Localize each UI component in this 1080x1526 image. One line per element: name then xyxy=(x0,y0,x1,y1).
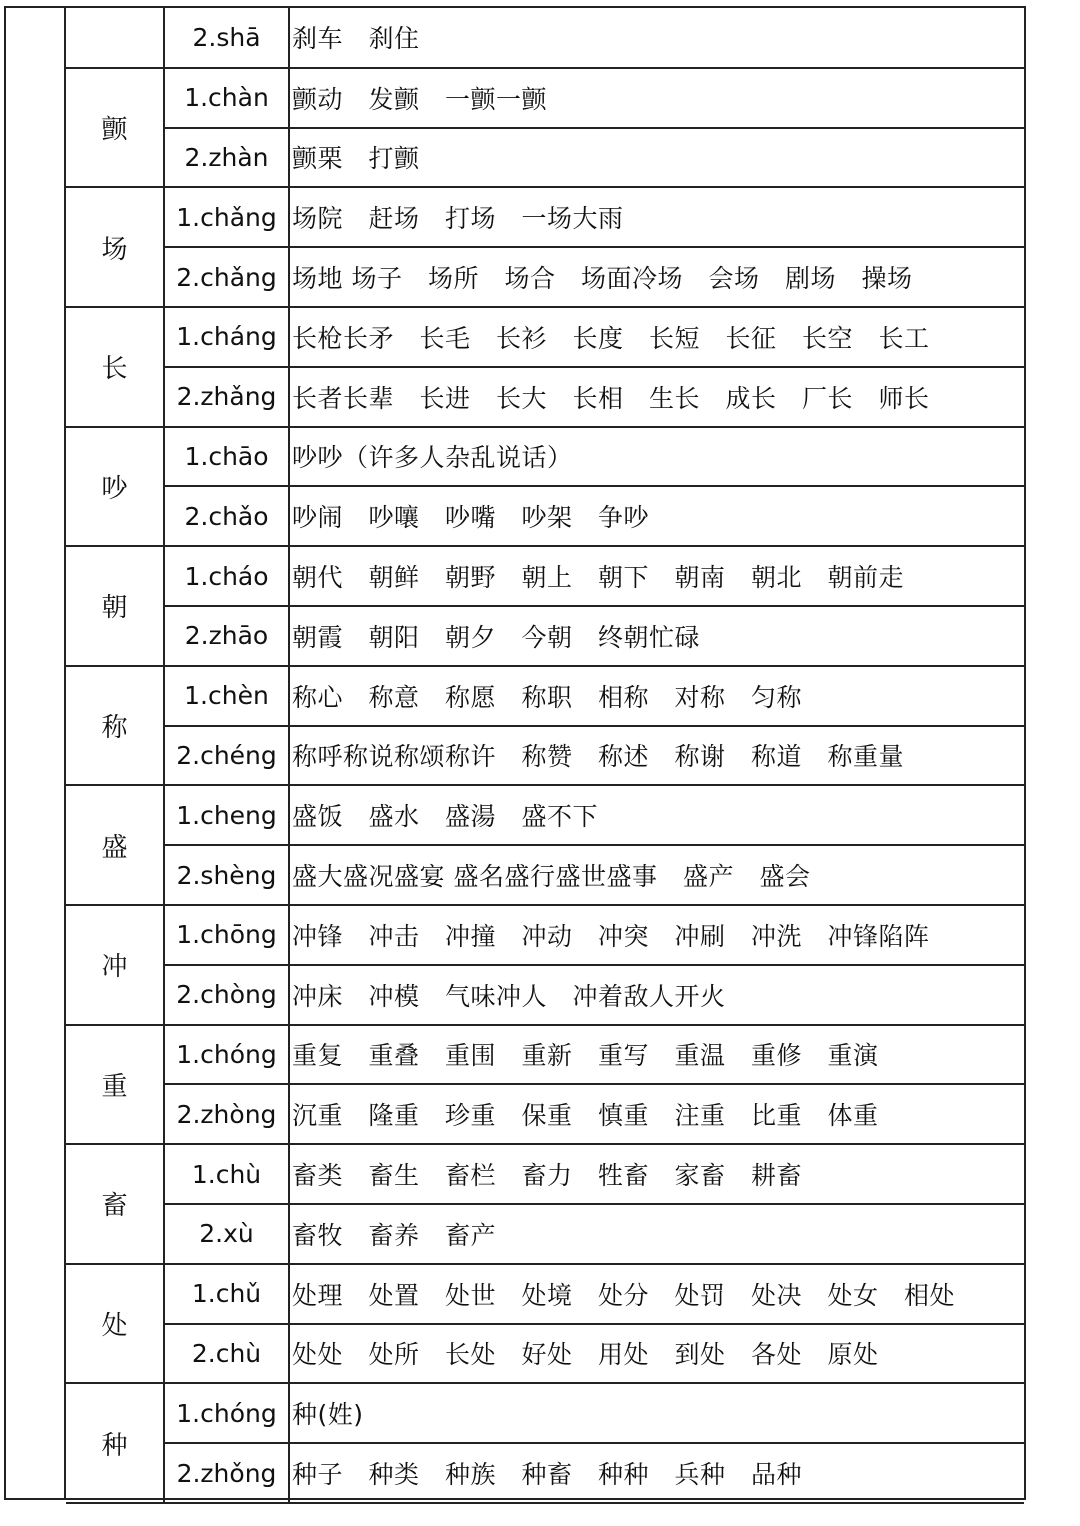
pinyin-cell: 1.cháo xyxy=(164,546,289,606)
example-words-cell: 处处 处所 长处 好处 用处 到处 各处 原处 xyxy=(289,1324,1024,1384)
example-words-cell: 盛饭 盛水 盛湯 盛不下 xyxy=(289,785,1024,845)
character-cell: 畜 xyxy=(66,1144,164,1264)
example-words-cell: 场地 场子 场所 场合 场面冷场 会场 剧场 操场 xyxy=(289,247,1024,307)
pinyin-cell: 1.chōng xyxy=(164,905,289,965)
pinyin-cell: 1.chāo xyxy=(164,427,289,487)
pinyin-cell: 2.zhòng xyxy=(164,1084,289,1144)
table-row xyxy=(66,1204,1024,1264)
pinyin-cell: 2.chǎo xyxy=(164,486,289,546)
table-row xyxy=(66,307,1024,367)
table-row xyxy=(66,427,1024,487)
example-words-cell: 朝代 朝鲜 朝野 朝上 朝下 朝南 朝北 朝前走 xyxy=(289,546,1024,606)
example-words-cell: 吵吵（许多人杂乱说话） xyxy=(289,427,1024,487)
character-cell: 处 xyxy=(66,1264,164,1384)
example-words-cell: 畜类 畜生 畜栏 畜力 牲畜 家畜 耕畜 xyxy=(289,1144,1024,1204)
table-row xyxy=(66,1264,1024,1324)
table-wrapper xyxy=(66,8,1024,1498)
table-row xyxy=(66,785,1024,845)
table-row xyxy=(66,247,1024,307)
table-row xyxy=(66,1324,1024,1384)
table-row xyxy=(66,965,1024,1025)
table-row xyxy=(66,128,1024,188)
table-row xyxy=(66,1383,1024,1443)
pinyin-cell: 1.cháng xyxy=(164,307,289,367)
table-row xyxy=(66,1025,1024,1085)
character-cell: 冲 xyxy=(66,905,164,1025)
table-row xyxy=(66,1144,1024,1204)
example-words-cell: 称呼称说称颂称许 称赞 称述 称谢 称道 称重量 xyxy=(289,726,1024,786)
example-words-cell: 颤动 发颤 一颤一颤 xyxy=(289,68,1024,128)
character-cell xyxy=(66,8,164,68)
example-words-cell: 种子 种类 种族 种畜 种种 兵种 品种 xyxy=(289,1443,1024,1503)
table-row xyxy=(66,666,1024,726)
character-cell: 重 xyxy=(66,1025,164,1145)
character-cell: 朝 xyxy=(66,546,164,666)
pinyin-cell: 2.zhǒng xyxy=(164,1443,289,1503)
pinyin-cell: 2.chòng xyxy=(164,965,289,1025)
pinyin-cell: 1.chǔ xyxy=(164,1264,289,1324)
example-words-cell: 颤栗 打颤 xyxy=(289,128,1024,188)
pinyin-cell: 2.chù xyxy=(164,1324,289,1384)
pinyin-cell: 2.shā xyxy=(164,8,289,68)
pinyin-cell: 1.chǎng xyxy=(164,187,289,247)
character-cell: 场 xyxy=(66,187,164,307)
table-row xyxy=(66,1084,1024,1144)
table-row xyxy=(66,68,1024,128)
table-row xyxy=(66,905,1024,965)
pinyin-cell: 2.chéng xyxy=(164,726,289,786)
example-words-cell: 朝霞 朝阳 朝夕 今朝 终朝忙碌 xyxy=(289,606,1024,666)
table-row xyxy=(66,606,1024,666)
example-words-cell: 冲床 冲模 气味冲人 冲着敌人开火 xyxy=(289,965,1024,1025)
example-words-cell: 处理 处置 处世 处境 处分 处罚 处决 处女 相处 xyxy=(289,1264,1024,1324)
character-cell: 长 xyxy=(66,307,164,427)
character-cell: 称 xyxy=(66,666,164,786)
table-row xyxy=(66,726,1024,786)
example-words-cell: 吵闹 吵嚷 吵嘴 吵架 争吵 xyxy=(289,486,1024,546)
pinyin-cell: 2.zhàn xyxy=(164,128,289,188)
example-words-cell: 种(姓) xyxy=(289,1383,1024,1443)
pinyin-cell: 1.chàn xyxy=(164,68,289,128)
polyphone-table-sheet xyxy=(4,6,1026,1500)
example-words-cell: 称心 称意 称愿 称职 相称 对称 匀称 xyxy=(289,666,1024,726)
pinyin-cell: 1.cheng xyxy=(164,785,289,845)
pinyin-cell: 1.chóng xyxy=(164,1383,289,1443)
example-words-cell: 重复 重叠 重围 重新 重写 重温 重修 重演 xyxy=(289,1025,1024,1085)
pinyin-cell: 1.chèn xyxy=(164,666,289,726)
table-row xyxy=(66,367,1024,427)
character-cell: 盛 xyxy=(66,785,164,905)
example-words-cell: 场院 赶场 打场 一场大雨 xyxy=(289,187,1024,247)
pinyin-cell: 2.shèng xyxy=(164,845,289,905)
pinyin-cell: 1.chù xyxy=(164,1144,289,1204)
pinyin-cell: 2.xù xyxy=(164,1204,289,1264)
table-row xyxy=(66,486,1024,546)
character-cell: 颤 xyxy=(66,68,164,188)
table-row xyxy=(66,845,1024,905)
example-words-cell: 畜牧 畜养 畜产 xyxy=(289,1204,1024,1264)
table-row xyxy=(66,187,1024,247)
example-words-cell: 盛大盛况盛宴 盛名盛行盛世盛事 盛产 盛会 xyxy=(289,845,1024,905)
table-row xyxy=(66,546,1024,606)
table-row xyxy=(66,1443,1024,1503)
pinyin-cell: 2.chǎng xyxy=(164,247,289,307)
table-row xyxy=(66,8,1024,68)
example-words-cell: 沉重 隆重 珍重 保重 慎重 注重 比重 体重 xyxy=(289,1084,1024,1144)
example-words-cell: 长者长辈 长进 长大 长相 生长 成长 厂长 师长 xyxy=(289,367,1024,427)
example-words-cell: 冲锋 冲击 冲撞 冲动 冲突 冲刷 冲洗 冲锋陷阵 xyxy=(289,905,1024,965)
pinyin-cell: 1.chóng xyxy=(164,1025,289,1085)
pinyin-cell: 2.zhǎng xyxy=(164,367,289,427)
polyphone-table xyxy=(66,8,1024,1504)
character-cell: 种 xyxy=(66,1383,164,1503)
example-words-cell: 刹车 刹住 xyxy=(289,8,1024,68)
outer-blank-column xyxy=(6,8,66,1498)
pinyin-cell: 2.zhāo xyxy=(164,606,289,666)
character-cell: 吵 xyxy=(66,427,164,547)
example-words-cell: 长枪长矛 长毛 长衫 长度 长短 长征 长空 长工 xyxy=(289,307,1024,367)
